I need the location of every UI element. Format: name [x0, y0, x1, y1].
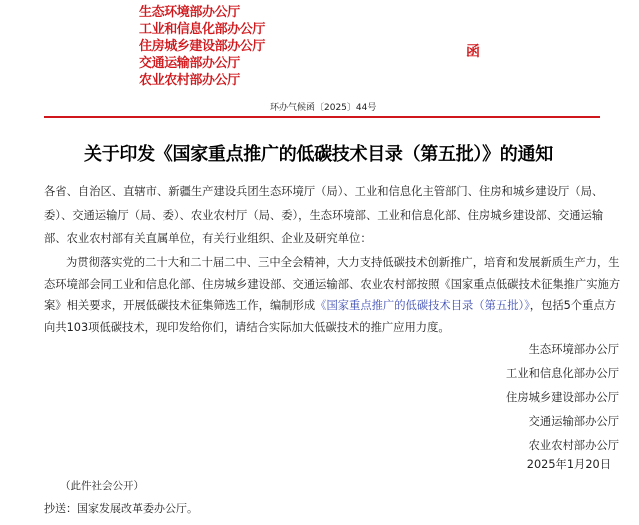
- signature-block: [506, 338, 619, 458]
- document-title: 关于印发《国家重点推广的低碳技术目录（第五批）》的通知: [84, 144, 553, 165]
- issuer-line: 生态环境部办公厅: [139, 5, 240, 20]
- catalog-link[interactable]: 《国家重点推广的低碳技术目录（第五批）》: [315, 299, 530, 312]
- letter-mark: 函: [466, 44, 480, 60]
- signer-line: 交通运输部办公厅: [528, 415, 619, 428]
- issuer-line: 农业农村部办公厅: [139, 73, 240, 88]
- cc-line: 抄送：国家发展改革委办公厅。: [44, 502, 198, 515]
- issuer-line: 交通运输部办公厅: [139, 56, 240, 71]
- document-number: 环办气候函〔2025〕44号: [270, 103, 377, 113]
- issuer-line: 工业和信息化部办公厅: [139, 22, 266, 37]
- public-note: （此件社会公开）: [60, 480, 144, 492]
- issuer-line: 住房城乡建设部办公厅: [139, 39, 266, 54]
- signer-line: 生态环境部办公厅: [528, 343, 619, 356]
- signature-date: 2025年1月20日: [526, 458, 611, 471]
- signer-line: 工业和信息化部办公厅: [506, 367, 619, 380]
- addressee-paragraph: 各省、自治区、直辖市、新疆生产建设兵团生态环境厅（局）、工业和信息化主管部门、住房和城乡建设厅（局、委）、交通运输厅（局、委）、农业农村厅（局、委），生态环境部、工业和信息化部、住房城乡建设部、交通运输部、农业农村部有关直属单位，有关行业组织、企业及研究单位：: [44, 185, 604, 245]
- body-text-before: 为贯彻落实党的二十大和二十届二中、三中全会精神，大力支持低碳技术创新推广，培育和发展新质生产力，生态环境部会同工业和信息化部、住房城乡建设部、交通运输部、农业农村部按照《国家重点低碳技术征集推广实施方案》相关要求，开展低碳技术征集筛选工作，编制形成: [44, 256, 621, 312]
- body-text-after: ，包括5个重点方向共103项低碳技术，现印发给你们，请结合实际加大低碳技术的推广应用力度。: [44, 299, 617, 334]
- signer-line: 住房城乡建设部办公厅: [506, 391, 619, 404]
- issuer-header: [139, 4, 265, 89]
- body-paragraph: [44, 252, 622, 338]
- signer-line: 农业农村部办公厅: [528, 439, 619, 452]
- red-divider: [44, 116, 600, 118]
